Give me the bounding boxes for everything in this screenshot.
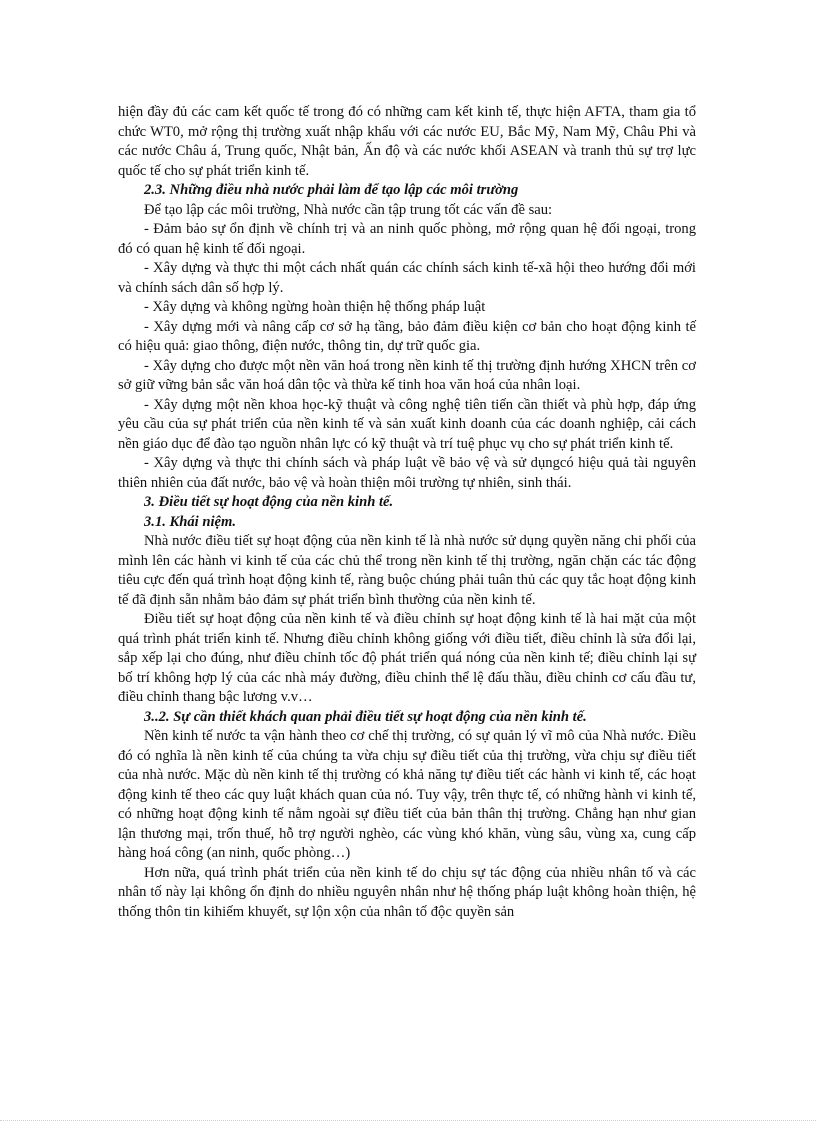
paragraph: Để tạo lập các môi trường, Nhà nước cần tập trung tốt các vấn đề sau: xyxy=(144,201,553,218)
paragraph: Nền kinh tế nước ta vận hành theo cơ chế thị trường, có sự quản lý vĩ mô của Nhà nước. Điều đó có nghĩa là nền kinh tế của chúng ta vừa chịu sự điều tiết của thị trường, vừa chịu sự điều tiết của nhà nước. Mặc dù nền kinh tế thị trường có khả năng tự điều tiết các hành vi kinh tế, các hoạt động kinh tế theo các quy luật khách quan của nó. Tuy vậy, trên thực tế, có những hành vi kinh tế, có những hoạt động kinh tế nằm ngoài sự điều tiết của bản thân thị trường. Chẳng hạn như gian lận thương mại, trốn thuế, hỗ trợ người nghèo, các vùng khó khăn, vùng sâu, vùng xa, cung cấp hàng hoá công (an ninh, quốc phòng…) xyxy=(118,728,696,861)
list-item: - Xây dựng cho được một nền văn hoá trong nền kinh tế thị trường định hướng XHCN trên cơ sở giữ vững bản sắc văn hoá dân tộc và thừa kế tinh hoa văn hoá của nhân loại. xyxy=(118,357,696,393)
list-item: - Đảm bảo sự ổn định về chính trị và an ninh quốc phòng, mở rộng quan hệ đối ngoại, trong đó có quan hệ kinh tế đối ngoại. xyxy=(118,221,696,257)
paragraph: Hơn nữa, quá trình phát triển của nền kinh tế do chịu sự tác động của nhiều nhân tố và các nhân tố này lại không ổn định do nhiều nguyên nhân như hệ thống pháp luật không hoàn thiện, hệ thống thôn tin kihiếm khuyết, sự lộn xộn của nhân tố độc quyền sản xyxy=(118,864,696,920)
list-item: - Xây dựng mới và nâng cấp cơ sở hạ tầng, bảo đảm điều kiện cơ bản cho hoạt động kinh tế có hiệu quả: giao thông, điện nước, thông tin, dự trữ quốc gia. xyxy=(118,318,696,354)
heading-2-3: 2.3. Những điều nhà nước phải làm để tạo lập các môi trường xyxy=(144,182,519,198)
list-item: - Xây dựng và thực thi chính sách và pháp luật về bảo vệ và sử dụngcó hiệu quả tài nguyên thiên nhiên của đất nước, bảo vệ và hoàn thiện môi trường tự nhiên, sinh thái. xyxy=(118,455,696,491)
paragraph: Điều tiết sự hoạt động của nền kinh tế và điều chỉnh sự hoạt động kinh tế là hai mặt của một quá trình phát triển kinh tế. Nhưng điều chỉnh không giống với điều tiết, điều chỉnh là sửa đổi lại, sắp xếp lại cho đúng, như điều chỉnh tốc độ phát triển quá nóng của nền kinh tế; điều chỉnh lại sự bố trí không hợp lý của các nhà máy đường, điều chỉnh thể lệ đấu thầu, điều chỉnh cơ cấu đầu tư, điều chỉnh thang bậc lương v.v… xyxy=(118,611,696,705)
list-item: - Xây dựng một nền khoa học-kỹ thuật và công nghệ tiên tiến cần thiết và phù hợp, đáp ứng yêu cầu của sự phát triển của nền kinh tế và sản xuất kinh doanh của các doanh nghiệp, cải cách nền giáo dục để đào tạo nguồn nhân lực có kỹ thuật và trí tuệ phục vụ cho sự phát triển kinh tế. xyxy=(118,396,696,452)
list-item: - Xây dựng và thực thi một cách nhất quán các chính sách kinh tế-xã hội theo hướng đổi mới và chính sách dân số hợp lý. xyxy=(118,260,696,296)
heading-3-2: 3..2. Sự cần thiết khách quan phải điều tiết sự hoạt động của nền kinh tế. xyxy=(144,708,587,725)
paragraph: Nhà nước điều tiết sự hoạt động của nền kinh tế là nhà nước sử dụng quyền năng chi phối của mình lên các hành vi kinh tế của các chủ thể trong nền kinh tế thị trường, ngăn chặn các tác động tiêu cực đến quá trình hoạt động kinh tế, ràng buộc chúng phải tuân thủ các quy tắc hoạt động kinh tế đã định sẵn nhằm bảo đảm sự phát triển bình thường của nền kinh tế. xyxy=(118,533,696,608)
page-content xyxy=(118,103,696,922)
paragraph-intro: hiện đầy đủ các cam kết quốc tế trong đó có những cam kết kinh tế, thực hiện AFTA, tham gia tổ chức WT0, mở rộng thị trường xuất nhập khẩu với các nước EU, Bắc Mỹ, Nam Mỹ, Châu Phi và các nước Châu á, Trung quốc, Nhật bản, Ấn độ và các nước khối ASEAN và tranh thủ sự trợ lực quốc tế cho sự phát triển kinh tế. xyxy=(118,104,696,179)
heading-3: 3. Điều tiết sự hoạt động của nền kinh tế. xyxy=(144,494,394,510)
list-item: - Xây dựng và không ngừng hoàn thiện hệ thống pháp luật xyxy=(144,299,486,315)
heading-3-1: 3.1. Khái niệm. xyxy=(144,513,237,530)
page-bottom-border xyxy=(0,1120,816,1121)
